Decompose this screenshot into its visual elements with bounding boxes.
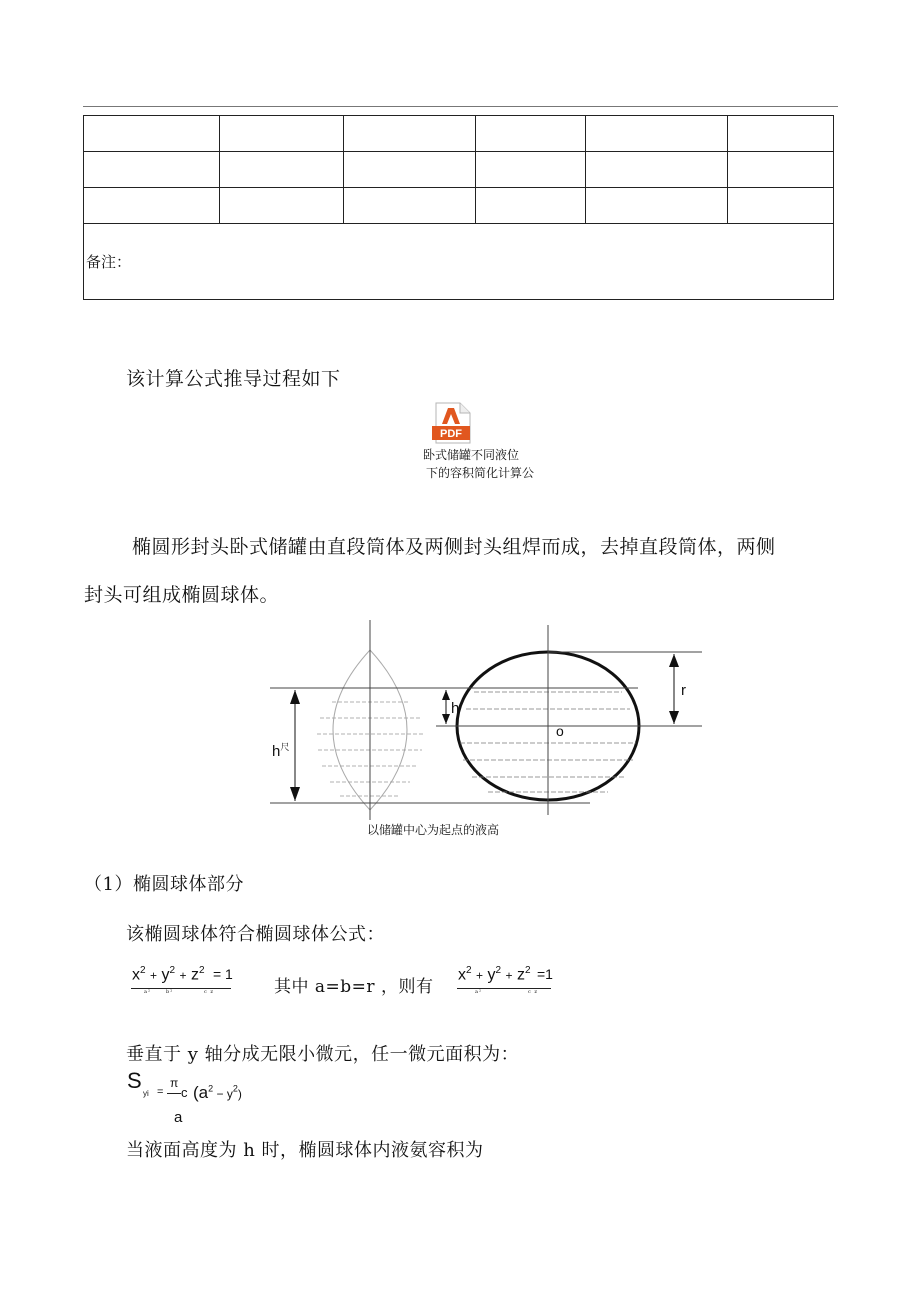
table-cell bbox=[220, 152, 344, 188]
table-cell bbox=[728, 188, 834, 224]
pdf-attachment-icon[interactable] bbox=[430, 402, 474, 444]
table-row bbox=[84, 116, 834, 152]
table-cell bbox=[344, 188, 476, 224]
table-cell bbox=[84, 116, 220, 152]
label-h: h bbox=[451, 700, 460, 717]
intro-line2: 封头可组成椭圆球体。 bbox=[84, 584, 280, 606]
note-cell: 备注： bbox=[84, 224, 834, 300]
c-symbol: c bbox=[181, 1085, 188, 1100]
derivation-heading: 该计算公式推导过程如下 bbox=[126, 368, 341, 390]
volume-text: 当液面高度为 h 时，椭圆球体内液氨容积为 bbox=[126, 1140, 484, 1161]
eq2-denominator-x: a² bbox=[475, 989, 482, 995]
table-row bbox=[84, 224, 834, 300]
area-symbol: S bbox=[127, 1068, 142, 1093]
table-row bbox=[84, 152, 834, 188]
area-parenthesis: $(a^2 - y^2)$ bbox=[193, 1083, 242, 1102]
table-cell bbox=[586, 188, 728, 224]
table-cell bbox=[344, 116, 476, 152]
table-row bbox=[84, 188, 834, 224]
table-cell bbox=[586, 116, 728, 152]
table-cell bbox=[344, 152, 476, 188]
attachment-caption-line2[interactable]: 下的容积简化计算公 bbox=[426, 466, 535, 480]
table-cell bbox=[220, 116, 344, 152]
eq1-denominator-z: c z bbox=[204, 989, 215, 995]
table-cell bbox=[728, 152, 834, 188]
table-cell bbox=[476, 116, 586, 152]
attachment-caption-line1[interactable]: 卧式储罐不同液位 bbox=[423, 448, 520, 462]
eq2-denominator-z: c z bbox=[528, 989, 539, 995]
table-cell bbox=[728, 116, 834, 152]
intro-line1: 椭圆形封头卧式储罐由直段筒体及两侧封头组焊而成，去掉直段筒体，两侧 bbox=[132, 536, 776, 558]
label-h-total: $h^尺$ bbox=[272, 742, 290, 760]
table-cell bbox=[476, 188, 586, 224]
table-cell bbox=[220, 188, 344, 224]
table-cell bbox=[586, 152, 728, 188]
eq1-denominator-x: a² bbox=[144, 989, 151, 995]
table-cell bbox=[84, 152, 220, 188]
area-subscript: yi bbox=[143, 1089, 149, 1098]
header-rule bbox=[83, 106, 838, 107]
data-table bbox=[83, 115, 834, 300]
tank-diagram bbox=[260, 620, 720, 820]
figure-caption: 以储罐中心为起点的液高 bbox=[367, 823, 500, 837]
table-cell bbox=[84, 188, 220, 224]
area-equals: = bbox=[157, 1086, 164, 1098]
pi-symbol: π bbox=[170, 1076, 179, 1090]
ellipsoid-equation-1: $x^2 + y^2 + z^2 = 1$ bbox=[132, 965, 233, 984]
micro-element-text: 垂直于 y 轴分成无限小微元，任一微元面积为： bbox=[126, 1044, 520, 1065]
section1-title: （1）椭圆球体部分 bbox=[84, 874, 244, 895]
pdf-icon-label: PDF bbox=[440, 428, 462, 440]
eq1-denominator-y: b² bbox=[166, 989, 174, 995]
eq1-where-text: 其中 a=b=r ，则有 bbox=[274, 977, 434, 997]
formula-intro: 该椭圆球体符合椭圆球体公式： bbox=[126, 924, 385, 945]
a-denominator: a bbox=[174, 1109, 183, 1126]
label-o: o bbox=[556, 723, 564, 739]
table-cell bbox=[476, 152, 586, 188]
fraction-bar bbox=[167, 1093, 181, 1094]
ellipsoid-equation-2: $x^2 + y^2 + z^2 =1$ bbox=[458, 965, 553, 984]
label-r: r bbox=[681, 682, 686, 699]
